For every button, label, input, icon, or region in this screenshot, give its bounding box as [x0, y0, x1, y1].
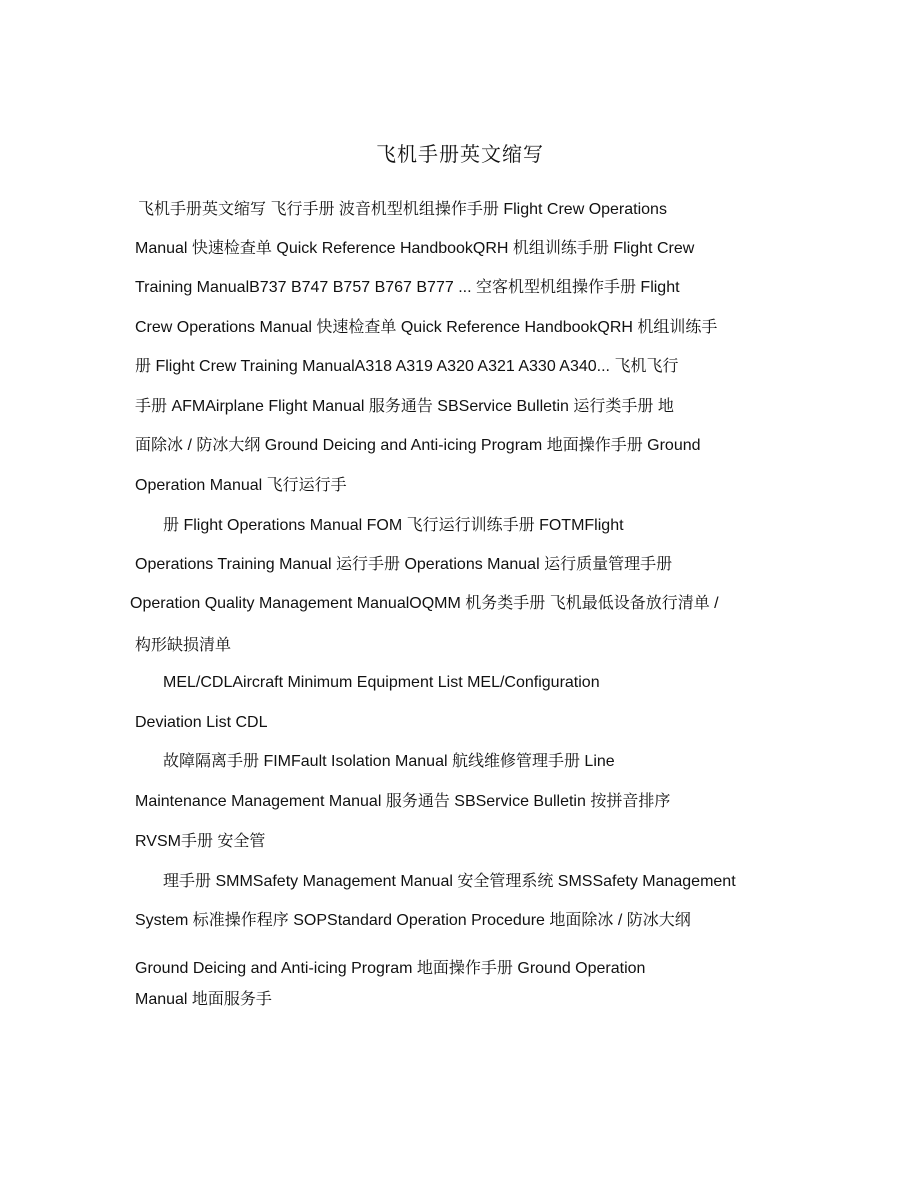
text-line-7: 面除冰 / 防冰大纲 Ground Deicing and Anti-icing Program 地面操作手册 Ground: [135, 437, 701, 454]
text-line-1: 飞机手册英文缩写 飞行手册 波音机型机组操作手册 Flight Crew Operations: [138, 201, 667, 218]
text-line-17: RVSM手册 安全管: [135, 833, 266, 850]
text-line-4: Crew Operations Manual 快速检查单 Quick Reference HandbookQRH 机组训练手: [135, 319, 718, 336]
text-line-12: 构形缺损清单: [135, 637, 232, 654]
text-line-10: Operations Training Manual 运行手册 Operations Manual 运行质量管理手册: [135, 556, 673, 573]
text-line-8: Operation Manual 飞行运行手: [135, 477, 347, 494]
text-line-11: Operation Quality Management ManualOQMM 机务类手册 飞机最低设备放行清单 /: [130, 595, 719, 612]
text-line-3: Training ManualB737 B747 B757 B767 B777 ... 空客机型机组操作手册 Flight: [135, 279, 680, 296]
text-line-16: Maintenance Management Manual 服务通告 SBService Bulletin 按拼音排序: [135, 793, 671, 810]
text-line-20: Ground Deicing and Anti-icing Program 地面操作手册 Ground Operation: [135, 960, 646, 977]
text-line-14: Deviation List CDL: [135, 714, 268, 731]
text-line-9: 册 Flight Operations Manual FOM 飞行运行训练手册 FOTMFlight: [163, 517, 624, 534]
text-line-15: 故障隔离手册 FIMFault Isolation Manual 航线维修管理手册 Line: [163, 753, 615, 770]
text-line-2: Manual 快速检查单 Quick Reference HandbookQRH 机组训练手册 Flight Crew: [135, 240, 695, 257]
text-line-18: 理手册 SMMSafety Management Manual 安全管理系统 SMSSafety Management: [163, 873, 736, 890]
text-line-21: Manual 地面服务手: [135, 991, 272, 1008]
text-line-5: 册 Flight Crew Training ManualA318 A319 A320 A321 A330 A340... 飞机飞行: [135, 358, 679, 375]
document-title: 飞机手册英文缩写: [376, 142, 544, 166]
text-line-19: System 标准操作程序 SOPStandard Operation Procedure 地面除冰 / 防冰大纲: [135, 912, 691, 929]
text-line-6: 手册 AFMAirplane Flight Manual 服务通告 SBService Bulletin 运行类手册 地: [135, 398, 674, 415]
text-line-13: MEL/CDLAircraft Minimum Equipment List MEL/Configuration: [163, 674, 600, 691]
